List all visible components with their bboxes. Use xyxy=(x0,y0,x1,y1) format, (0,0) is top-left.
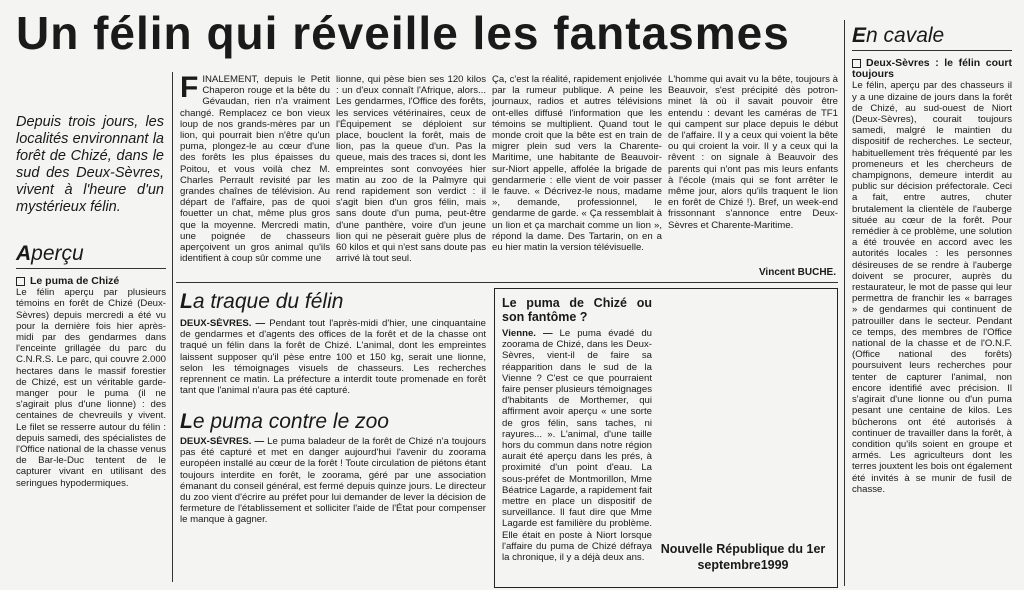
apercu-column xyxy=(16,276,166,520)
cavale-rule xyxy=(852,50,1012,51)
cavale-column xyxy=(852,58,1012,588)
square-bullet-icon xyxy=(16,277,25,286)
lead-paragraph: Depuis trois jours, les localités environnant la forêt de Chizé, dans le sud des Deux-Sèvres, vivent à l'heure d'un mystérieux félin. xyxy=(16,114,164,215)
main-article-col1: FINALEMENT, depuis le Petit Chaperon rouge et la bête du Gévaudan, rien n'a vraiment changé. Remplacez ce bon vieux loup de nos grands-mères par un lion, qui pourrait bien n'être qu'un puma, plongez-le au cœur d'une des forêts les plus épaisses du Poitou, et vous voilà chez M. Charles Perrault revisité par les grandes chaînes de télévision. Au départ de l'affaire, pas de quoi fouetter un chat, même plus gros que la moyenne. Mercredi matin, une poignée de chasseurs aperçoivent un gros animal qu'ils identifient à coup sûr comme une xyxy=(180,74,330,265)
source-caption: Nouvelle République du 1er septembre1999 xyxy=(660,542,826,572)
column-divider xyxy=(172,72,173,582)
main-article-col2: lionne, qui pèse bien ses 120 kilos : un d'eux connaît l'Afrique, alors... Les gendarmes, l'Office des forêts, les services vétérinaires, ceux de l'Équipement se déploient sur place, bouclent la forêt, mais de lion, pas la queue d'un. Pas la queue, mais des traces si, dont les empreintes sont convoyées hier matin au zoo de la Palmyre qui rend rapidement son verdict : il s'agit bien d'un gros félin, mais sans doute d'un puma, peut-être d'une panthère, voire d'un jeune lion qui ne pèserait guère plus de 60 kilos et qui n'est sans doute pas arrivé là tout seul. xyxy=(336,74,486,265)
zoo-heading: Le puma contre le zoo xyxy=(180,410,389,433)
square-bullet-icon xyxy=(852,59,861,68)
byline: Vincent BUCHE. xyxy=(758,267,836,278)
main-article-col3: Ça, c'est la réalité, rapidement enjolivée par la rumeur publique. A peine les journaux, radios et autres télévisions ont-elles diffusé l'information que les témoins se multiplient. Quand tout le monde croit que la bête est en train de migrer plein sud vers la Charente-Maritime, une habitante de Beauvoir-sur-Niort appelle, affolée la brigade de gendarmerie : elle vient de voir passer le fauve. « Décrivez-le nous, madame », demande, professionnel, le gendarme de garde. « Ça ressemblait à un lion et ça marchait comme un lion », répond la dame. Des Tartarin, on en a eu hier matin la version télévisuelle. xyxy=(492,74,662,254)
fantome-text: Vienne. — Le puma évadé du zoorama de Chizé, dans les Deux-Sèvres, vient-il de faire sa réapparition dans le sud de la Vienne ? C'est ce que pourraient faire penser plusieurs témoignages d'habitants de Morthemer, qui affirment avoir aperçu « une sorte de gros félin, sans taches, ni rayures... ». L'animal, d'une taille hors du commun dans notre région aurait été aperçu dans les prés, à proximité d'un point d'eau. La sous-préfet de Montmorillon, Mme Béatrice Lagarde, a rapidement fait mettre en place un dispositif de surveillance. Il faut dire que Mme Lagarde est familière du problème. Elle était en poste à Niort lorsque l'affaire du puma de Chizé défraya la chronique, il y a déjà deux ans. xyxy=(502,328,652,564)
apercu-text: Le félin aperçu par plusieurs témoins en forêt de Chizé (Deux-Sèvres) depuis mercredi a été vu pour la dernière fois hier après-midi par des gendarmes dans l'enceinte grillagée du parc du C.N.R.S. Le parc, qui couvre 2.000 hectares dans le massif forestier de Chizé, est un véritable garde-manger pour le puma (il ne s'agirait plus d'une lionne) : des centaines de chevreuils y vivent. Le filet se resserre autour du félin : depuis samedi, des spécialistes de l'Office national de la chasse venus de Bar-le-Duc tentent de le capturer vivant en utilisant des seringues hypodermiques. xyxy=(16,287,166,489)
apercu-subhead: Le puma de Chizé xyxy=(16,276,166,287)
dropcap: F xyxy=(180,74,199,104)
zoo-text: DEUX-SÈVRES. — Le puma baladeur de la forêt de Chizé n'a toujours pas été capturé et met en danger aujourd'hui l'avenir du zoorama européen installé au cœur de la forêt ! Toute circulation de piétons étant toujours interdite en forêt, le zoorama, géré par une association émanant du conseil général, est fermé depuis quinze jours. Le directeur du zoo vient d'écrire au préfet pour lui demander de lever la décision de fermeture de l'établissement et solliciter l'aide de l'État pour compenser le manque à gagner. xyxy=(180,436,486,526)
traque-text: DEUX-SÈVRES. — Pendant tout l'après-midi d'hier, une cinquantaine de gendarmes et d'agents des offices de la forêt et de la chasse ont traqué un félin dans la forêt de Chizé. L'animal, dont les empreintes laissent supposer qu'il pèse entre 100 et 150 kg, serait une lionne, selon les témoignages visuels de chasseurs. Les recherches reprennent ce matin. La préfecture a interdit toute promenade en forêt tant que l'animal n'aura pas été capturé. xyxy=(180,318,486,397)
page-headline: Un félin qui réveille les fantasmes xyxy=(16,7,790,59)
horizontal-rule xyxy=(176,282,838,283)
column-divider-right xyxy=(844,20,845,586)
traque-heading: La traque du félin xyxy=(180,290,344,313)
fantome-title: Le puma de Chizé ou son fantôme ? xyxy=(502,296,652,324)
apercu-rule xyxy=(16,268,166,269)
cavale-text: Le félin, aperçu par des chasseurs il y a une dizaine de jours dans la forêt de Chizé, au sud-ouest de Niort (Deux-Sèvres), courait toujours samedi, malgré le maintien du dispositif de recherches. Le secteur, habituellement très fréquenté par les promeneurs et les chercheurs de champignons, demeure interdit au public sur décision préfectorale. Ceci a fait, entre autres, chuter brutalement la clientèle de l'auberge située au cœur de la forêt. Pour remédier à ce problème, une solution a été trouvée en accord avec les autorités locales : les personnes désireuses de se rendre à l'auberge doivent se procurer, auprès du restaurateur, le mot de passe qui leur permettra de franchir les « barrages » de gendarmes qui continuent de patrouiller dans le secteur. Pendant ce temps, des membres de l'Office national de la chasse et de l'O.N.F. (Office national des forêts) poursuivent leurs recherches pour tenter de capturer l'animal, non encore identifié avec précision. Il s'agirait d'une lionne ou d'un puma pesant une centaine de kilos. Les bûcherons ont été autorisés à continuer de travailler dans la forêt, à condition qu'ils soient en groupe et armés. Les agriculteurs dont les terres jouxtent les bois ont également été invités à se munir de fusil de chasse. xyxy=(852,80,1012,495)
main-article-col4: L'homme qui avait vu la bête, toujours à Beauvoir, s'est précipité dès potron-minet là où il savait pouvoir être entendu : devant les caméras de TF1 qui campent sur place depuis le début de l'affaire. Il y a ceux qui voient la bête ou qui croient la voir. Il y a ceux qui la rêvent : on signale à Beauvoir des parents qui n'ont pas mis leurs enfants à l'école (mais qui se font arrêter le même jour, alors qu'ils traquent le lion en forêt de Chizé !). Bref, un week-end frissonnant s'annonce entre Deux-Sèvres et Charente-Maritime. xyxy=(668,74,838,231)
apercu-heading: Aperçu xyxy=(16,242,84,265)
cavale-subhead: Deux-Sèvres : le félin court toujours xyxy=(852,58,1012,81)
cavale-heading: En cavale xyxy=(852,24,945,47)
fantome-column xyxy=(502,296,652,580)
